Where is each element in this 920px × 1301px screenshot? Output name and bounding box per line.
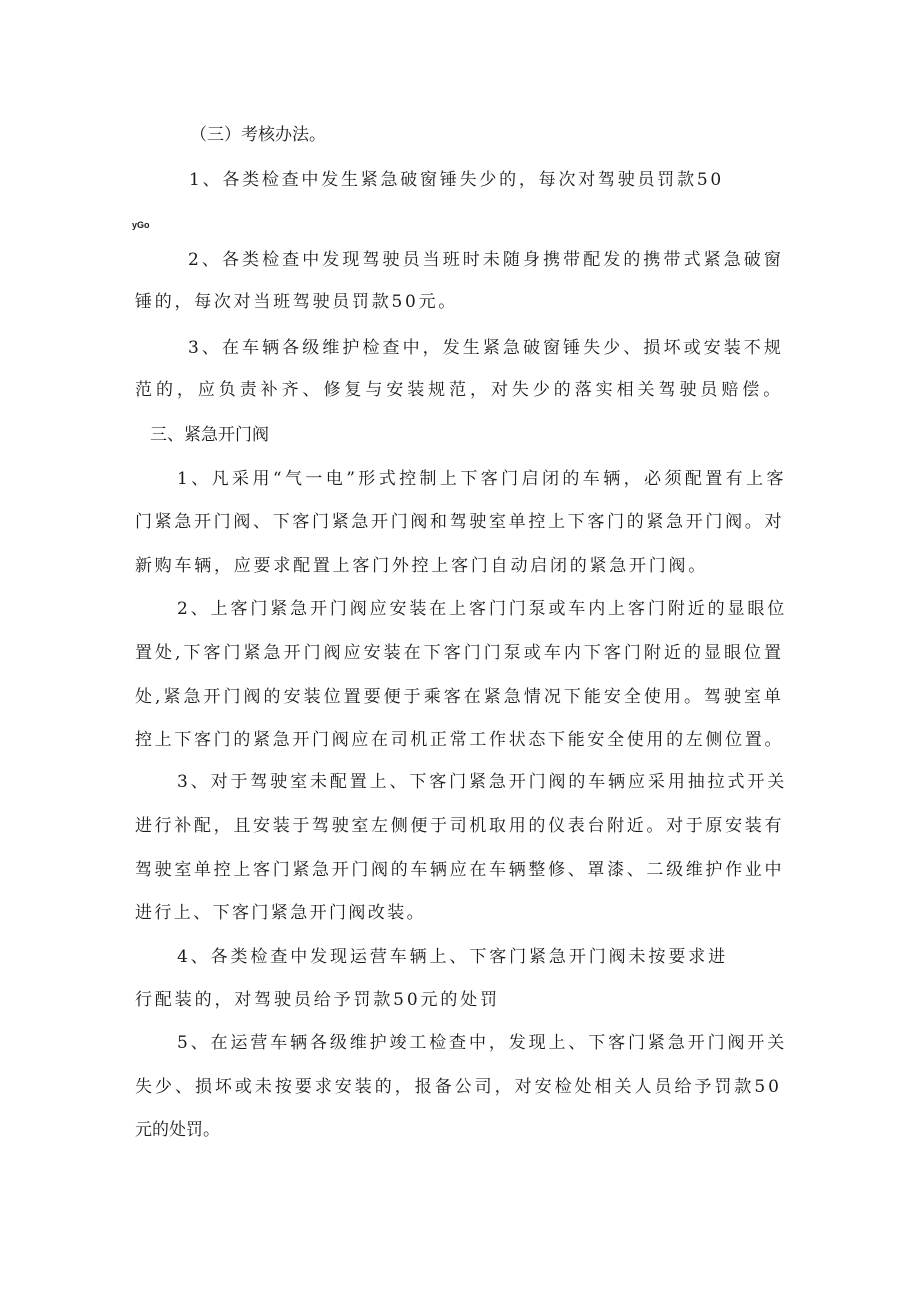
paragraph-line: 5、在运营车辆各级维护竣工检查中，发现上、下客门紧急开门阀开关: [177, 1033, 788, 1053]
paragraph-line: 1、凡采用“气一电”形式控制上下客门启闭的车辆，必须配置有上客: [177, 469, 787, 489]
paragraph-line: 3、对于驾驶室未配置上、下客门紧急开门阀的车辆应采用抽拉式开关: [177, 772, 788, 792]
paragraph-line: 进行补配，且安装于驾驶室左侧便于司机取用的仪表台附近。对于原安装有: [135, 816, 785, 836]
paragraph-line: 行配装的，对驾驶员给予罚款50元的处罚: [135, 990, 500, 1010]
paragraph-line: 进行上、下客门紧急开门阀改装。: [135, 903, 426, 923]
paragraph-line: 范的，应负责补齐、修复与安装规范，对失少的落实相关驾驶员赔偿。: [135, 380, 785, 400]
subsection-heading: （三）考核办法。: [190, 125, 326, 145]
paragraph-line: 失少、损坏或未按要求安装的，报备公司，对安检处相关人员给予罚款50: [135, 1077, 782, 1097]
paragraph-line: 置处,下客门紧急开门阀应安装在下客门门泵或车内下客门附近的显眼位置: [135, 643, 785, 663]
paragraph-line: 2、各类检查中发现驾驶员当班时未随身携带配发的携带式紧急破窗: [188, 250, 784, 270]
paragraph-line: 3、在车辆各级维护检查中，发生紧急破窗锤失少、损坏或安装不规: [188, 338, 784, 358]
paragraph-line: 新购车辆，应要求配置上客门外控上客门自动启闭的紧急开门阀。: [135, 556, 709, 576]
paragraph-line: 门紧急开门阀、下客门紧急开门阀和驾驶室单控上下客门的紧急开门阀。对: [135, 512, 785, 532]
paragraph-line: 锤的，每次对当班驾驶员罚款50元。: [135, 292, 459, 312]
paragraph-line: 4、各类检查中发现运营车辆上、下客门紧急开门阀未按要求进: [177, 947, 729, 967]
stray-text-fragment: yGo: [132, 220, 150, 230]
paragraph-line: 2、上客门紧急开门阀应安装在上客门门泵或车内上客门附近的显眼位: [177, 599, 788, 619]
section-heading: 三、紧急开门阀: [150, 425, 269, 445]
paragraph-line: 元的处罚。: [135, 1120, 220, 1140]
paragraph-line: 1、各类检查中发生紧急破窗锤失少的，每次对驾驶员罚款50: [189, 170, 725, 190]
paragraph-line: 控上下客门的紧急开门阀应在司机正常工作状态下能安全使用的左侧位置。: [135, 730, 785, 750]
paragraph-line: 处,紧急开门阀的安装位置要便于乘客在紧急情况下能安全使用。驾驶室单: [135, 687, 785, 707]
paragraph-line: 驾驶室单控上客门紧急开门阀的车辆应在车辆整修、罩漆、二级维护作业中: [135, 860, 785, 880]
